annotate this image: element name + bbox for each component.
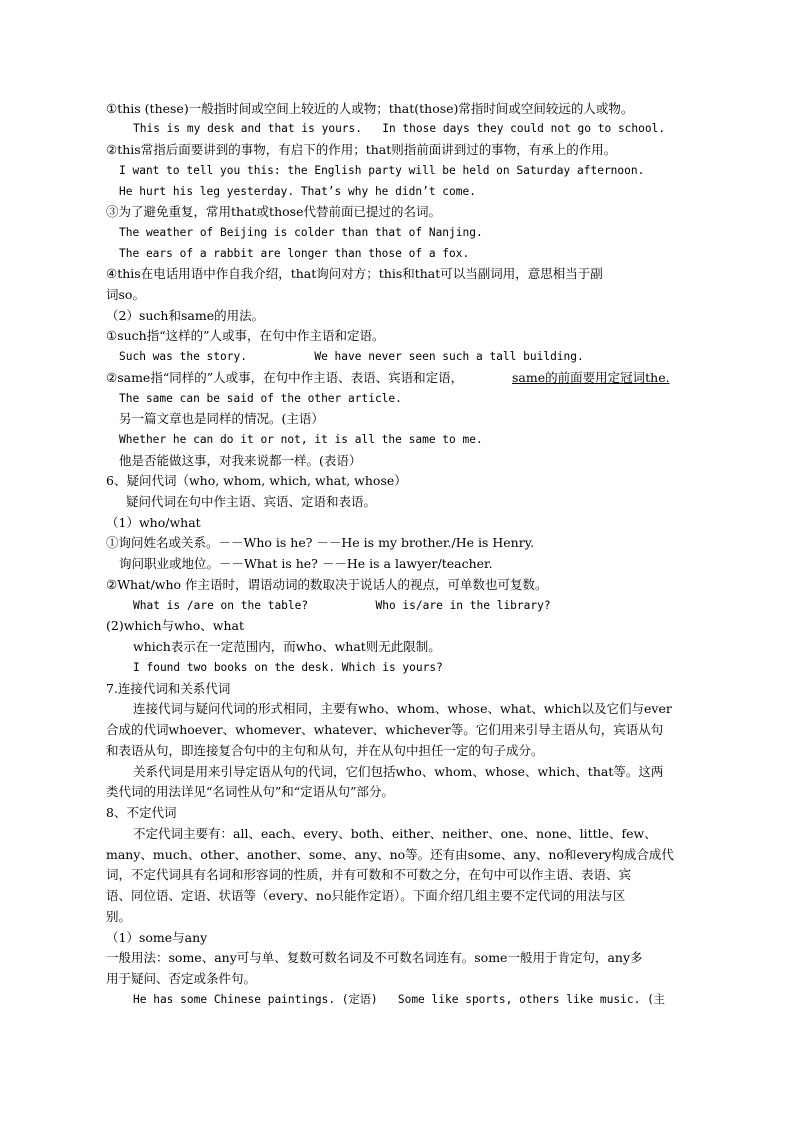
text-line: 一般用法：some、any可与单、复数可数名词及不可数名词连有。some一般用于肯定句，any多 xyxy=(106,950,643,965)
text-line: ①such指“这样的”人或事，在句中作主语和定语。 xyxy=(106,328,385,343)
text-line: 询问职业或地位。－－What is he? －－He is a lawyer/teacher. xyxy=(119,556,493,571)
text-line: 类代词的用法详见“名词性从句”和“定语从句”部分。 xyxy=(106,784,395,799)
text-line: 词，不定代词具有名词和形容词的性质，并有可数和不可数之分，在句中可以作主语、表语、宾 xyxy=(106,867,632,882)
text-line: ④this在电话用语中作自我介绍，that询问对方；this和that可以当副词用，意思相当于副 xyxy=(106,266,603,281)
text-line: 语、同位语、定语、状语等（every、no只能作定语）。下面介绍几组主要不定代词的用法与区 xyxy=(106,888,626,903)
text-line: 合成的代词whoever、whomever、whatever、whichever等。它们用来引导主语从句，宾语从句 xyxy=(106,722,664,737)
text-line: I found two books on the desk. Which is yours? xyxy=(133,661,443,674)
underlined-text: same的前面要用定冠词the. xyxy=(512,370,670,385)
text-line: 另一篇文章也是同样的情况。(主语） xyxy=(119,411,324,426)
text-line: 连接代词与疑问代词的形式相同，主要有who、whom、whose、what、which以及它们与ever xyxy=(133,701,672,716)
text-line: （1）some与any xyxy=(106,930,208,945)
text-line: 词so。 xyxy=(106,287,145,302)
text-line: （2）such和same的用法。 xyxy=(106,308,265,323)
text-line: ①询问姓名或关系。－－Who is he? －－He is my brother./He is Henry. xyxy=(106,535,535,550)
text-line: He has some Chinese paintings. (定语) Some like sports, others like music. (主 xyxy=(133,993,665,1006)
text-line: 他是否能做这事，对我来说都一样。(表语） xyxy=(119,453,362,468)
text-line: The same can be said of the other article. xyxy=(119,392,402,405)
text-line: 用于疑问、否定或条件句。 xyxy=(106,971,257,986)
text-line: ①this (these)一般指时间或空间上较近的人或物；that(those)常指时间或空间较远的人或物。 xyxy=(106,101,634,116)
text-line: ②What/who 作主语时，谓语动词的数取决于说话人的视点，可单数也可复数。 xyxy=(106,577,548,592)
text-line: The weather of Beijing is colder than that of Nanjing. xyxy=(119,226,483,239)
text-line: 7.连接代词和关系代词 xyxy=(106,681,231,696)
text-line: 关系代词是用来引导定语从句的代词，它们包括who、whom、whose、which、that等。这两 xyxy=(133,764,664,779)
text-line: I want to tell you this: the English party will be held on Saturday afternoon. xyxy=(119,164,645,177)
text-line: He hurt his leg yesterday. That’s why he didn’t come. xyxy=(119,185,476,198)
text-line: 6、疑问代词（who, whom, which, what, whose） xyxy=(106,473,407,488)
text-line: (2)which与who、what xyxy=(106,618,245,633)
text-line: many、much、other、another、some、any、no等。还有由some、any、no和every构成合成代 xyxy=(106,847,674,862)
text-line: The ears of a rabbit are longer than those of a fox. xyxy=(119,247,470,260)
text-line: Whether he can do it or not, it is all the same to me. xyxy=(119,433,483,446)
text-line: This is my desk and that is yours. In those days they could not go to school. xyxy=(133,122,666,135)
text-line: ③为了避免重复，常用that或those代替前面已提过的名词。 xyxy=(106,204,441,219)
text-line: which表示在一定范围内，而who、what则无此限制。 xyxy=(133,639,441,654)
text-line: 不定代词主要有：all、each、every、both、either、neither、one、none、little、few、 xyxy=(133,826,657,841)
text-line: ②same指“同样的”人或事，在句中作主语、表语、宾语和定语， xyxy=(106,370,464,385)
text-line: 8、不定代词 xyxy=(106,805,177,820)
text-line: ②this常指后面要讲到的事物，有启下的作用；that则指前面讲到过的事物，有承上的作用。 xyxy=(106,142,617,157)
text-line: 别。 xyxy=(106,909,132,924)
text-line: 和表语从句，即连接复合句中的主句和从句，并在从句中担任一定的句子成分。 xyxy=(106,743,544,758)
text-line: Such was the story. We have never seen such a tall building. xyxy=(119,350,584,363)
text-line: （1）who/what xyxy=(106,515,201,530)
text-line: What is /are on the table? Who is/are in the library? xyxy=(133,599,551,612)
text-line: 疑问代词在句中作主语、宾语、定语和表语。 xyxy=(126,494,377,509)
